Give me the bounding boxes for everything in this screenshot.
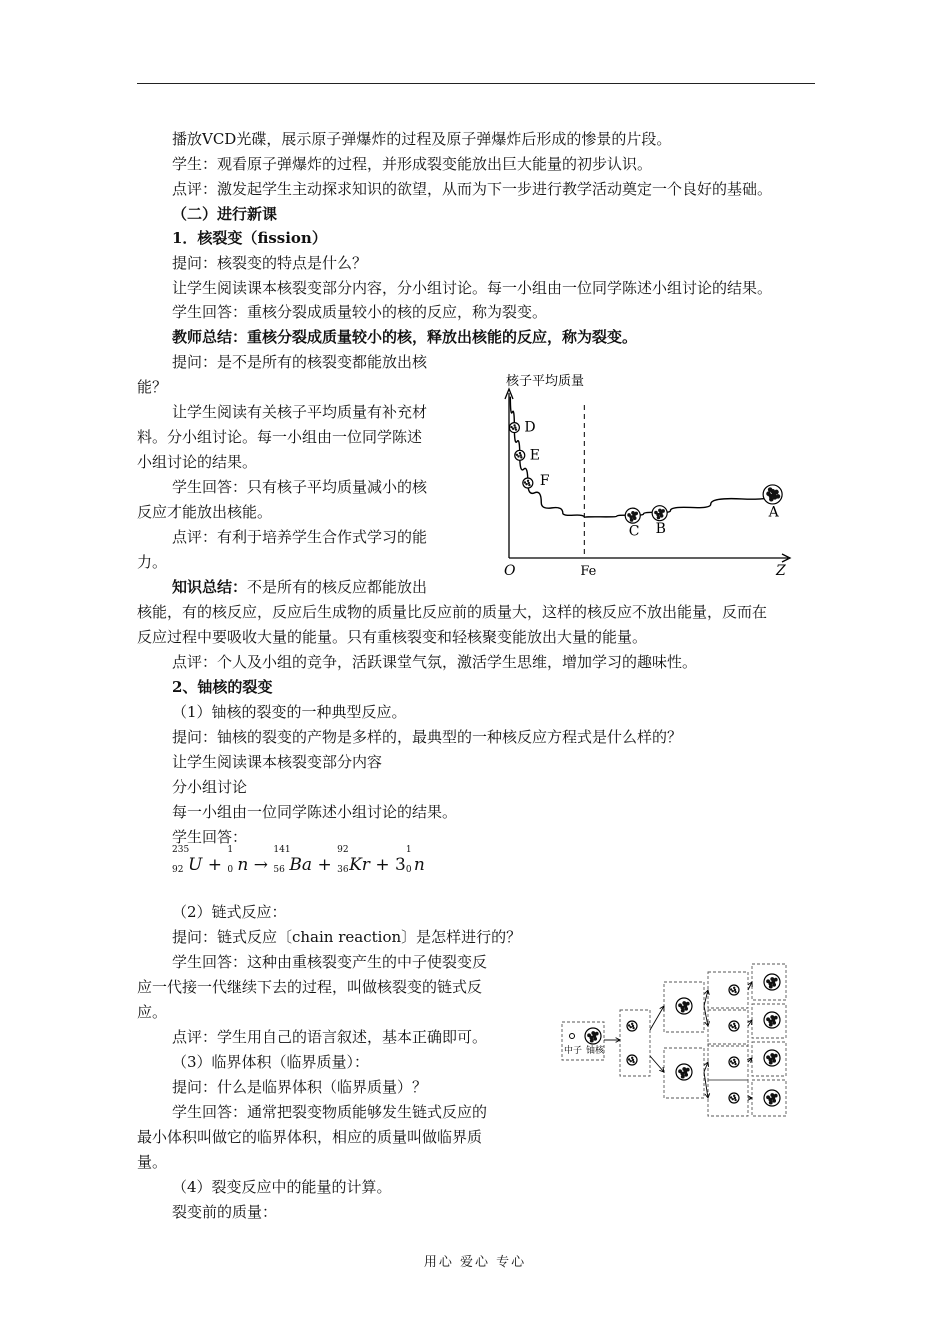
krypton-nuclide [337, 845, 370, 875]
header-rule [137, 83, 815, 84]
chain-arrow [650, 1006, 664, 1030]
point-label: E [529, 447, 540, 464]
paragraph: 点评：激发起学生主动探求知识的欲望，从而为下一步进行教学活动奠定一个良好的基础。 [172, 180, 773, 198]
paragraph: 点评：学生用自己的语言叙述，基本正确即可。 [172, 1028, 488, 1046]
paragraph: （1）铀核的裂变的一种典型反应。 [172, 703, 407, 721]
paragraph: 提问：铀核的裂变的产物是多样的，最典型的一种核反应方程式是什么样的？ [172, 728, 683, 746]
fragment-nucleus [627, 1021, 637, 1031]
neutron-nuclide [405, 845, 425, 875]
mass-number: 92 [337, 845, 349, 855]
charge-number: 92 [172, 865, 184, 875]
paragraph: 量。 [137, 1153, 168, 1171]
paragraph: （4）裂变反应中的能量的计算。 [172, 1178, 392, 1196]
paragraph: 力。 [137, 553, 168, 571]
paragraph: 学生回答：通常把裂变物质能够发生链式反应的 [172, 1103, 488, 1121]
data-point-e [515, 450, 525, 460]
paragraph: 应一代接一代继续下去的过程，叫做核裂变的链式反 [137, 978, 483, 996]
paragraph: （3）临界体积（临界质量）： [172, 1053, 370, 1071]
plus-sign: + [375, 855, 390, 875]
knowledge-summary-text: 不是所有的核反应都能放出 [247, 578, 428, 596]
paragraph: 核能，有的核反应，反应后生成物的质量比反应前的质量大，这样的核反应不放出能量，反而在 [137, 603, 768, 621]
charge-number: 0 [227, 865, 234, 875]
paragraph: 最小体积叫做它的临界体积，相应的质量叫做临界质 [137, 1128, 483, 1146]
charge-number: 36 [337, 865, 349, 875]
mass-number: 1 [405, 845, 412, 855]
subsection-heading: 1．核裂变（fission） [172, 229, 327, 247]
point-label: B [655, 521, 666, 538]
paragraph: 点评：有利于培养学生合作式学习的能 [172, 528, 428, 546]
paragraph: 提问：核裂变的特点是什么？ [172, 254, 368, 272]
paragraph: 让学生阅读有关核子平均质量有补充材 [172, 403, 428, 421]
point-label: F [539, 473, 550, 490]
paragraph: 让学生阅读课本核裂变部分内容 [172, 753, 383, 771]
neutron-label: 中子 [564, 1046, 583, 1056]
fragment-nucleus [729, 985, 739, 995]
chain-box [708, 1044, 748, 1080]
mass-number: 1 [227, 845, 234, 855]
uranium-nucleus [764, 1012, 780, 1028]
fe-label: Fe [580, 564, 597, 579]
paragraph: 学生回答：重核分裂成质量较小的核的反应，称为裂变。 [172, 303, 548, 321]
paragraph: 提问：链式反应〔chain reaction〕是怎样进行的？ [172, 928, 522, 946]
element-symbol: n [413, 855, 425, 875]
uranium-nucleus [764, 1090, 780, 1106]
paragraph: 反应过程中要吸收大量的能量。只有重核裂变和轻核聚变能放出大量的能量。 [137, 628, 648, 646]
nucleon-mass-chart [490, 365, 800, 580]
knowledge-summary-label: 知识总结： [172, 578, 248, 596]
chain-arrow [704, 1072, 708, 1098]
paragraph: 小组讨论的结果。 [137, 453, 258, 471]
paragraph: 每一小组由一位同学陈述小组讨论的结果。 [172, 803, 458, 821]
uranium-label: 铀核 [586, 1046, 605, 1056]
x-axis-label: Z [776, 563, 786, 579]
fragment-nucleus [729, 1057, 739, 1067]
element-symbol: U [188, 855, 203, 875]
charge-number: 56 [273, 865, 285, 875]
data-point-f [523, 478, 533, 488]
barium-nuclide [273, 845, 313, 875]
section-heading: （二）进行新课 [172, 205, 278, 223]
subsection-heading: 2、铀核的裂变 [172, 678, 273, 696]
uranium-nucleus [585, 1028, 601, 1044]
plus-sign: + [207, 855, 222, 875]
point-label: C [628, 523, 640, 540]
fragment-nucleus [627, 1055, 637, 1065]
paragraph: 学生回答：这种由重核裂变产生的中子使裂变反 [172, 953, 488, 971]
neutron [570, 1034, 575, 1039]
fragment-nucleus [729, 1093, 739, 1103]
uranium-nucleus [676, 998, 692, 1014]
chain-box [708, 972, 748, 1008]
chain-reaction-diagram [560, 960, 790, 1120]
paragraph: 料。分小组讨论。每一小组由一位同学陈述 [137, 428, 423, 446]
paragraph: 反应才能放出核能。 [137, 503, 273, 521]
paragraph: 应。 [137, 1003, 168, 1021]
paragraph: 裂变前的质量： [172, 1203, 278, 1221]
data-point-a [763, 485, 782, 504]
paragraph: 学生回答：只有核子平均质量减小的核 [172, 478, 428, 496]
paragraph: 能？ [137, 378, 168, 396]
paragraph: （2）链式反应： [172, 903, 287, 921]
paragraph: 学生：观看原子弹爆炸的过程，并形成裂变能放出巨大能量的初步认识。 [172, 155, 653, 173]
arrow: → [253, 855, 268, 875]
paragraph: 提问：是不是所有的核裂变都能放出核 [172, 353, 428, 371]
element-symbol: Ba [289, 855, 313, 875]
element-symbol: n [237, 855, 249, 875]
teacher-summary: 教师总结：重核分裂成质量较小的核，释放出核能的反应，称为裂变。 [172, 328, 638, 346]
chain-box [708, 1010, 748, 1046]
uranium-nucleus [676, 1064, 692, 1080]
knowledge-summary [172, 577, 427, 597]
chart-title: 核子平均质量 [506, 374, 585, 389]
mass-number: 141 [273, 845, 291, 855]
point-label: A [768, 504, 779, 521]
chain-box [708, 1080, 748, 1116]
fission-equation [172, 845, 425, 875]
fragment-nucleus [729, 1021, 739, 1031]
charge-number: 0 [405, 865, 412, 875]
mass-curve [510, 397, 772, 518]
origin-label: O [504, 563, 516, 579]
paragraph: 提问：什么是临界体积（临界质量）？ [172, 1078, 428, 1096]
paragraph: 让学生阅读课本核裂变部分内容，分小组讨论。每一小组由一位同学陈述小组讨论的结果。 [172, 279, 773, 297]
paragraph: 学生回答： [172, 828, 248, 846]
neutron-nuclide [227, 845, 249, 875]
uranium-nuclide [172, 845, 203, 875]
mass-number: 235 [172, 845, 190, 855]
chain-arrow [650, 1056, 664, 1072]
element-symbol: Kr [349, 855, 370, 875]
paragraph: 播放VCD光碟，展示原子弹爆炸的过程及原子弹爆炸后形成的惨景的片段。 [172, 130, 672, 148]
chain-box [620, 1010, 650, 1076]
uranium-nucleus [764, 974, 780, 990]
page-footer: 用心 爱心 专心 [423, 1255, 527, 1270]
point-label: D [524, 419, 536, 436]
plus-sign: + [317, 855, 332, 875]
data-point-d [509, 423, 519, 433]
uranium-nucleus [764, 1050, 780, 1066]
paragraph: 点评：个人及小组的竞争，活跃课堂气氛，激活学生思维，增加学习的趣味性。 [172, 653, 698, 671]
paragraph: 分小组讨论 [172, 778, 248, 796]
coefficient: 3 [395, 855, 406, 875]
data-point-c [625, 508, 640, 523]
data-point-b [652, 506, 667, 521]
